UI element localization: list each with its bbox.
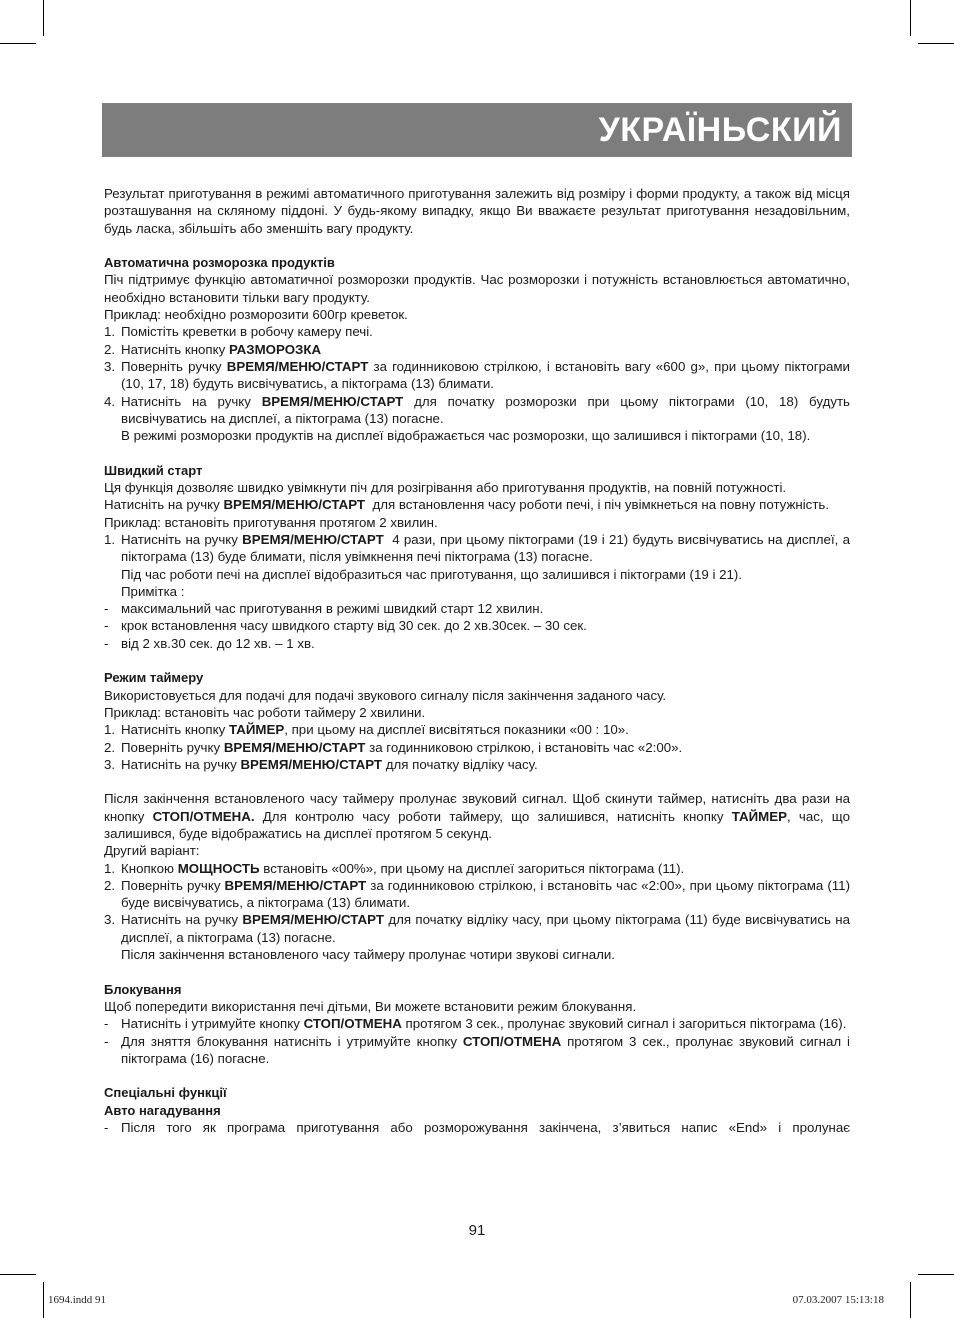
defrost-note: В режимі розморозки продуктів на дисплеї відображається час розморозки, що залишився і піктограми (10, 18). (121, 428, 811, 444)
language-banner (102, 103, 852, 157)
quick-note: Під час роботи печі на дисплеї відобразиться час приготування, що залишився і піктограми (19 і 21). (121, 566, 743, 582)
crop-mark (0, 1274, 36, 1275)
bullet-item: - Після того як програма приготування або розморожування закінчена, з’явиться напис «End» і пролунає (104, 1120, 850, 1136)
section-heading-lock: Блокування (104, 981, 182, 997)
section-heading-special: Спеціальні функції (104, 1085, 227, 1101)
bullet-item: - від 2 хв.30 сек. до 12 хв. – 1 хв. (104, 635, 315, 651)
quick-note-label: Примітка : (121, 583, 185, 599)
list-item: 1. Натисніть кнопку ТАЙМЕР, при цьому на дисплеї висвітяться показники «00 : 10». (104, 722, 629, 738)
list-item: 1. Натисніть на ручку ВРЕМЯ/МЕНЮ/СТАРТ 4 рази, при цьому піктограми (19 і 21) будуть висвічуватись на дисплеї, а піктограма (13) буде блимати, після увімкнення печі піктограма (13) погасне. (104, 531, 854, 565)
page-number: 91 (468, 1222, 486, 1239)
section-heading-quick-start: Швидкий старт (104, 462, 203, 478)
file-slug: 1694.indd 91 (48, 1294, 107, 1306)
bullet-item: - Для зняття блокування натисніть і утримуйте кнопку СТОП/ОТМЕНА протягом 3 сек., пролунає звуковий сигнал і піктограма (16) погасне. (104, 1033, 850, 1066)
section-heading-defrost: Автоматична розморозка продуктів (104, 255, 335, 271)
list-item: 3. Натисніть на ручку ВРЕМЯ/МЕНЮ/СТАРТ для початку відліку часу. (104, 756, 538, 772)
subheading-auto-reminder: Авто нагадування (104, 1102, 221, 1118)
bullet-item: - крок встановлення часу швидкого старту від 30 сек. до 2 хв.30сек. – 30 сек. (104, 618, 587, 634)
list-item: 3. Поверніть ручку ВРЕМЯ/МЕНЮ/СТАРТ за годинниковою стрілкою, і встановіть вагу «600 g», при цьому піктограми (10, 17, 18) будуть висвічуватись, а піктограма (13) блимати. (104, 358, 850, 392)
date-slug: 07.03.2007 15:13:18 (792, 1294, 884, 1306)
lock-paragraph: Щоб попередити використання печі дітьми, Ви можете встановити режим блокування. (104, 998, 637, 1014)
crop-mark (0, 43, 36, 44)
timer-after-paragraph: Після закінчення встановленого часу таймеру пролунає звуковий сигнал. Щоб скинути таймер, натисніть два рази на кнопку СТОП/ОТМЕНА. Для контролю часу роботи таймеру, що залишився, натисніть кнопку ТАЙМЕР, час, що залишився, буде відображатись на дисплеї протягом 5 секунд. (104, 791, 850, 841)
quick-paragraph: Ця функція дозволяє швидко увімкнути піч для розігрівання або приготування продуктів, на повній потужності. (104, 480, 787, 496)
timer-note: Після закінчення встановленого часу таймеру пролунає чотири звукові сигнали. (121, 947, 615, 963)
list-item: 2. Поверніть ручку ВРЕМЯ/МЕНЮ/СТАРТ за годинниковою стрілкою, і встановіть час «2:00», при цьому піктограма (11) буде висвічуватись, а піктограма (13) блимати. (104, 877, 850, 911)
defrost-paragraph: Піч підтримує функцію автоматичної розморозки продуктів. Час розморозки і потужність встановлюється автоматично, необхідно встановити тільки вагу продукту. (104, 272, 850, 305)
list-item: 1. Помістіть креветки в робочу камеру печі. (104, 324, 373, 340)
bullet-item: - Натисніть і утримуйте кнопку СТОП/ОТМЕНА протягом 3 сек., пролунає звуковий сигнал і загориться піктограма (16). (104, 1016, 847, 1032)
crop-mark (910, 1282, 911, 1318)
crop-mark (43, 1282, 44, 1318)
list-item: 1. Кнопкою МОЩНОСТЬ встановіть «00%», при цьому на дисплеї загориться піктограма (11). (104, 860, 685, 876)
crop-mark (43, 0, 44, 36)
timer-paragraph: Використовується для подачі для подачі звукового сигналу після закінчення заданого часу. (104, 687, 667, 703)
timer-example: Приклад: встановіть час роботи таймеру 2 хвилини. (104, 704, 426, 720)
list-item: 2. Поверніть ручку ВРЕМЯ/МЕНЮ/СТАРТ за годинниковою стрілкою, і встановіть час «2:00». (104, 739, 683, 755)
timer-other-label: Другий варіант: (104, 843, 200, 859)
list-item: 3. Натисніть на ручку ВРЕМЯ/МЕНЮ/СТАРТ для початку відліку часу, при цьому піктограма (11) буде висвічуватись на дисплеї, а піктограма (13) погасне. (104, 912, 850, 945)
list-item: 4. Натисніть на ручку ВРЕМЯ/МЕНЮ/СТАРТ для початку розморозки при цьому піктограми (10, 18) будуть висвічуватись на дисплеї, а піктограма (13) погасне. (104, 393, 850, 426)
quick-example: Приклад: встановіть приготування протягом 2 хвилин. (104, 514, 438, 530)
crop-mark (918, 1274, 954, 1275)
intro-paragraph: Результат приготування в режимі автоматичного приготування залежить від розміру і форми продукту, а також від місця розташування на скляному піддоні. У будь-якому випадку, якщо Ви вважаєте результат приготування незадовільним, будь ласка, збільшіть або зменшіть вагу продукту. (104, 186, 850, 236)
section-heading-timer: Режим таймеру (104, 670, 204, 686)
crop-mark (918, 43, 954, 44)
page-title: УКРАЇНЬСКИЙ (598, 111, 842, 149)
crop-mark (910, 0, 911, 36)
page-content (104, 185, 854, 1136)
defrost-example: Приклад: необхідно розморозити 600гр креветок. (104, 307, 408, 323)
bullet-item: - максимальний час приготування в режимі швидкий старт 12 хвилин. (104, 601, 544, 617)
list-item: 2. Натисніть кнопку РАЗМОРОЗКА (104, 341, 322, 357)
quick-paragraph-2: Натисніть на ручку ВРЕМЯ/МЕНЮ/СТАРТ для встановлення часу роботи печі, і піч увімкнеться на повну потужність. (104, 497, 830, 513)
